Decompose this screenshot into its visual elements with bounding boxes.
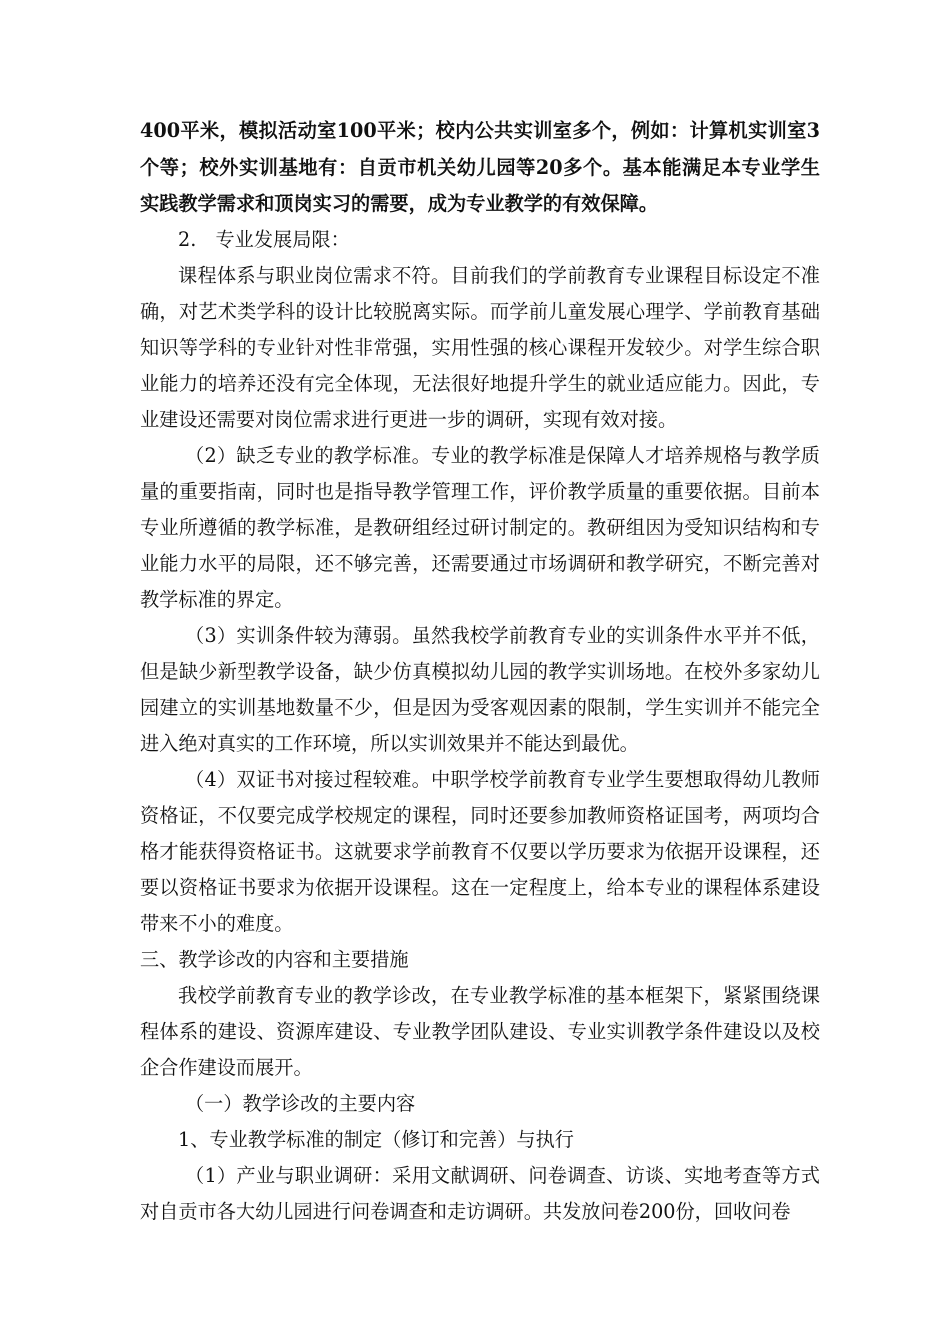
text-line: 业能力的培养还没有完全体现，无法很好地提升学生的就业适应能力。因此，专 [140,372,820,395]
text-line: 实践教学需求和顶岗实习的需要，成为专业教学的有效保障。 [140,192,659,215]
text-line: 专业所遵循的教学标准，是教研组经过研讨制定的。教研组因为受知识结构和专 [140,516,820,539]
text-line: 企合作建设而展开。 [140,1056,313,1079]
section-heading: 三、教学诊改的内容和主要措施 [140,948,409,971]
text-line: 资格证，不仅要完成学校规定的课程，同时还要参加教师资格证国考，两项均合 [140,804,820,827]
text-line: 量的重要指南，同时也是指导教学管理工作，评价教学质量的重要依据。目前本 [140,480,820,503]
text-line: （2）缺乏专业的教学标准。专业的教学标准是保障人才培养规格与教学质 [185,444,820,467]
text-line: 教学标准的界定。 [140,588,294,611]
text-line: 进入绝对真实的工作环境，所以实训效果并不能达到最优。 [140,732,639,755]
text-line: 程体系的建设、资源库建设、专业教学团队建设、专业实训教学条件建设以及校 [140,1020,820,1043]
section-heading: 2. 专业发展局限： [178,228,350,251]
text-line: 业能力水平的局限，还不够完善，还需要通过市场调研和教学研究，不断完善对 [140,552,820,575]
text-line: 知识等学科的专业针对性非常强，实用性强的核心课程开发较少。对学生综合职 [140,336,820,359]
text-line: 个等；校外实训基地有：自贡市机关幼儿园等20多个。基本能满足本专业学生 [140,156,820,179]
subsection-heading: （一）教学诊改的主要内容 [185,1092,416,1115]
text-line: （4）双证书对接过程较难。中职学校学前教育专业学生要想取得幼儿教师 [185,768,820,791]
text-line: 园建立的实训基地数量不少，但是因为受客观因素的限制，学生实训并不能完全 [140,696,820,719]
text-line: 业建设还需要对岗位需求进行更进一步的调研，实现有效对接。 [140,408,678,431]
text-line: 我校学前教育专业的教学诊改，在专业教学标准的基本框架下，紧紧围绕课 [178,984,820,1007]
text-line: 课程体系与职业岗位需求不符。目前我们的学前教育专业课程目标设定不准 [178,264,820,287]
subsection-heading: 1、专业教学标准的制定（修订和完善）与执行 [178,1128,574,1151]
text-line: 格才能获得资格证书。这就要求学前教育不仅要以学历要求为依据开设课程，还 [140,840,820,863]
text-line: 带来不小的难度。 [140,912,294,935]
text-line: （3）实训条件较为薄弱。虽然我校学前教育专业的实训条件水平并不低， [185,624,820,647]
text-line: 要以资格证书要求为依据开设课程。这在一定程度上，给本专业的课程体系建设 [140,876,820,899]
text-line: 确，对艺术类学科的设计比较脱离实际。而学前儿童发展心理学、学前教育基础 [140,300,820,323]
text-line: 但是缺少新型教学设备，缺少仿真模拟幼儿园的教学实训场地。在校外多家幼儿 [140,660,820,683]
text-line: 400平米，模拟活动室100平米；校内公共实训室多个，例如：计算机实训室3 [140,119,820,142]
text-line: 对自贡市各大幼儿园进行问卷调查和走访调研。共发放问卷200份，回收问卷 [140,1200,791,1223]
text-line: （1）产业与职业调研：采用文献调研、问卷调查、访谈、实地考查等方式 [185,1164,820,1187]
